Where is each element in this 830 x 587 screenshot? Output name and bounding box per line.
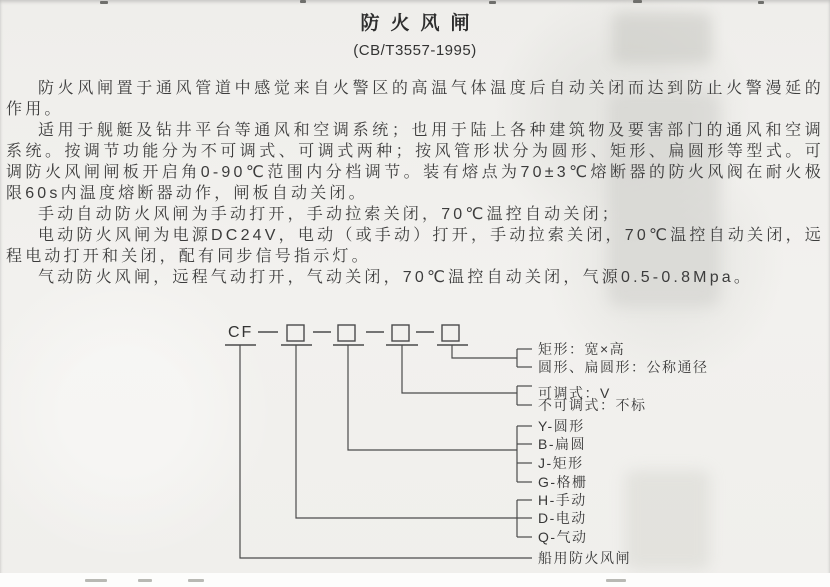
label-adjustable: 可调式：V: [538, 385, 611, 401]
code-prefix: CF: [228, 324, 254, 341]
label-rect-size: 矩形：宽×高: [538, 341, 626, 357]
label-drive-manual: H-手动: [538, 492, 587, 508]
code-box-3: [392, 325, 409, 341]
paragraph-pneumatic: 气动防火风闸，远程气动打开，气动关闭，70℃温控自动关闭，气源0.5-0.8Mpa。: [38, 269, 754, 286]
page-title: 防火风闸: [360, 13, 481, 34]
connector-lines: [240, 345, 532, 558]
body-text: [6, 78, 824, 288]
label-shape-oval: B-扁圆: [538, 436, 586, 452]
code-box-4: [442, 325, 459, 341]
model-code-diagram: [0, 318, 830, 576]
scan-speck: [606, 579, 626, 582]
paragraph-electric: 电动防火风闸为电源DC24V，电动（或手动）打开，手动拉索关闭，70℃温控自动关闭，远程电动打开和关闭，配有同步信号指示灯。: [6, 227, 824, 265]
code-box-2: [338, 325, 355, 341]
label-shape-round: Y-圆形: [538, 418, 585, 434]
label-drive-pneumatic: Q-气动: [538, 529, 588, 545]
scan-speck: [100, 1, 108, 4]
label-product-name: 船用防火风闸: [538, 550, 631, 566]
paragraph-manual: 手动自动防火风闸为手动打开，手动拉索关闭，70℃温控自动关闭；: [38, 206, 621, 223]
label-shape-grille: G-格栅: [538, 474, 588, 490]
code-box-1: [287, 325, 304, 341]
code-line: [258, 325, 459, 341]
paragraph-usage: 适用于舰艇及钻井平台等通风和空调系统；也用于陆上各种建筑物及要害部门的通风和空调系统。按调节功能分为不可调式、可调式两种；按风管形状分为圆形、矩形、扁圆形等型式。可调防火风闸闸板开启角0-90℃范围内分档调节。装有熔点为70±3℃熔断器的防火风阀在耐火极限60s内温度熔断器动作，闸板自动关闭。: [6, 122, 824, 202]
label-shape-rect: J-矩形: [538, 455, 584, 471]
scan-speck: [300, 0, 306, 3]
page-bottom-margin: [0, 573, 830, 587]
scan-speck: [188, 579, 204, 582]
label-round-size: 圆形、扁圆形：公称通径: [538, 359, 709, 375]
scan-speck: [758, 1, 764, 4]
label-non-adjustable: 不可调式：不标: [538, 397, 647, 413]
paragraph-intro: 防火风闸置于通风管道中感觉来自火警区的高温气体温度后自动关闭而达到防止火警漫延的作用。: [6, 80, 824, 118]
scan-speck: [633, 0, 642, 3]
scan-speck: [489, 1, 496, 4]
standard-number: (CB/T3557-1995): [353, 42, 477, 59]
label-drive-electric: D-电动: [538, 510, 587, 526]
diagram-labels: [538, 341, 709, 566]
scan-speck: [85, 579, 107, 582]
scan-speck: [138, 579, 152, 582]
